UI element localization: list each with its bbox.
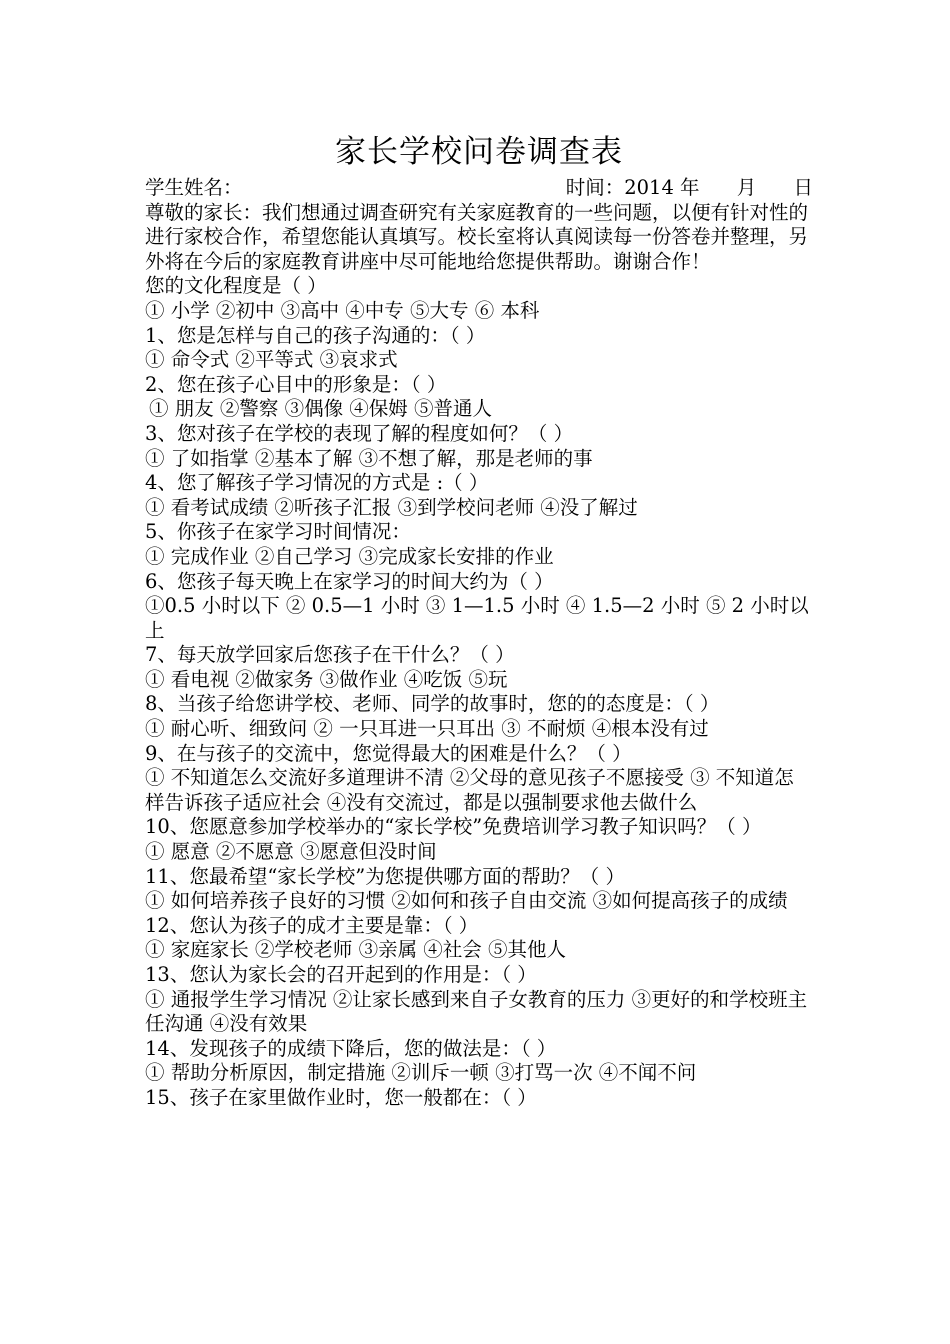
question-text: 7、每天放学回家后您孩子在干什么？（ ） <box>145 643 515 667</box>
answer-options: ① 小学 ②初中 ③高中 ④中专 ⑤大专 ⑥ 本科 <box>145 298 540 322</box>
answer-options: ① 了如指掌 ②基本了解 ③不想了解，那是老师的事 <box>145 446 593 470</box>
intro-paragraph <box>145 201 813 275</box>
question-text: 10、您愿意参加学校举办的“家长学校”免费培训学习教子知识吗？（ ） <box>145 815 762 839</box>
question-text: 2、您在孩子心目中的形象是：（ ） <box>145 372 447 396</box>
student-name-label: 学生姓名： <box>145 176 243 199</box>
answer-options: ① 看电视 ②做家务 ③做作业 ④吃饭 ⑤玩 <box>145 667 508 691</box>
answer-options: ① 不知道怎么交流好多道理讲不清 ②父母的意见孩子不愿接受 ③ 不知道怎样告诉孩子适应社会 ④没有交流过，都是以强制要求他去做什么 <box>145 766 794 814</box>
document-body <box>145 128 813 1111</box>
answer-options: ① 命令式 ②平等式 ③哀求式 <box>145 348 398 372</box>
question-text: 14、发现孩子的成绩下降后，您的做法是：（ ） <box>145 1036 557 1060</box>
question-text: 11、您最希望“家长学校”为您提供哪方面的帮助？（ ） <box>145 864 625 888</box>
header-info-row <box>145 176 813 201</box>
question-text: 13、您认为家长会的召开起到的作用是：（ ） <box>145 963 537 986</box>
answer-options: ① 愿意 ②不愿意 ③愿意但没时间 <box>145 840 437 864</box>
answer-options: ① 完成作业 ②自己学习 ③完成家长安排的作业 <box>145 544 554 568</box>
question-text: 1、您是怎样与自己的孩子沟通的：（ ） <box>145 323 486 347</box>
answer-options: ① 朋友 ②警察 ③偶像 ④保姆 ⑤普通人 <box>149 397 492 421</box>
answer-options: ① 耐心听、细致问 ② 一只耳进一只耳出 ③ 不耐烦 ④根本没有过 <box>145 717 709 741</box>
date-field <box>566 176 813 201</box>
question-text: 12、您认为孩子的成才主要是靠：（ ） <box>145 913 479 937</box>
intro-text: 尊敬的家长：我们想通过调查研究有关家庭教育的一些问题，以便有针对性的进行家校合作，希望您能认真填写。校长室将认真阅读每一份答卷并整理，另外将在今后的家庭教育讲座中尽可能地给您提供帮助。谢谢合作！ <box>145 200 809 273</box>
answer-options: ① 看考试成绩 ②听孩子汇报 ③到学校问老师 ④没了解过 <box>145 495 638 519</box>
document-title: 家长学校问卷调查表 <box>335 134 623 170</box>
question-text: 4、您了解孩子学习情况的方式是 :（ ） <box>145 471 489 495</box>
question-text: 5、你孩子在家学习时间情况： <box>145 520 411 544</box>
question-text: 6、您孩子每天晚上在家学习的时间大约为（ ） <box>145 569 554 593</box>
answer-options: ①0.5 小时以下 ② 0.5—1 小时 ③ 1—1.5 小时 ④ 1.5—2 小时 ⑤ 2 小时以上 <box>145 594 809 642</box>
question-text: 8、当孩子给您讲学校、老师、同学的故事时，您的的态度是：（ ） <box>145 692 720 716</box>
answer-options: ① 通报学生学习情况 ②让家长感到来自子女教育的压力 ③更好的和学校班主任沟通 ④没有效果 <box>145 987 808 1036</box>
question-text: 3、您对孩子在学校的表现了解的程度如何？（ ） <box>145 421 574 445</box>
question-text: 9、在与孩子的交流中，您觉得最大的困难是什么？（ ） <box>145 741 632 765</box>
question-text: 您的文化程度是（ ） <box>145 274 327 298</box>
month-label: 月 <box>736 176 757 199</box>
time-label: 时间：2014 年 <box>565 176 700 199</box>
day-label: 日 <box>793 176 813 199</box>
question-text: 15、孩子在家里做作业时，您一般都在：（ ） <box>145 1085 537 1109</box>
answer-options: ① 家庭家长 ②学校老师 ③亲属 ④社会 ⑤其他人 <box>145 938 566 962</box>
answer-options: ① 如何培养孩子良好的习惯 ②如何和孩子自由交流 ③如何提高孩子的成绩 <box>145 889 788 913</box>
answer-options: ① 帮助分析原因，制定措施 ②训斥一顿 ③打骂一次 ④不闻不问 <box>145 1061 697 1085</box>
